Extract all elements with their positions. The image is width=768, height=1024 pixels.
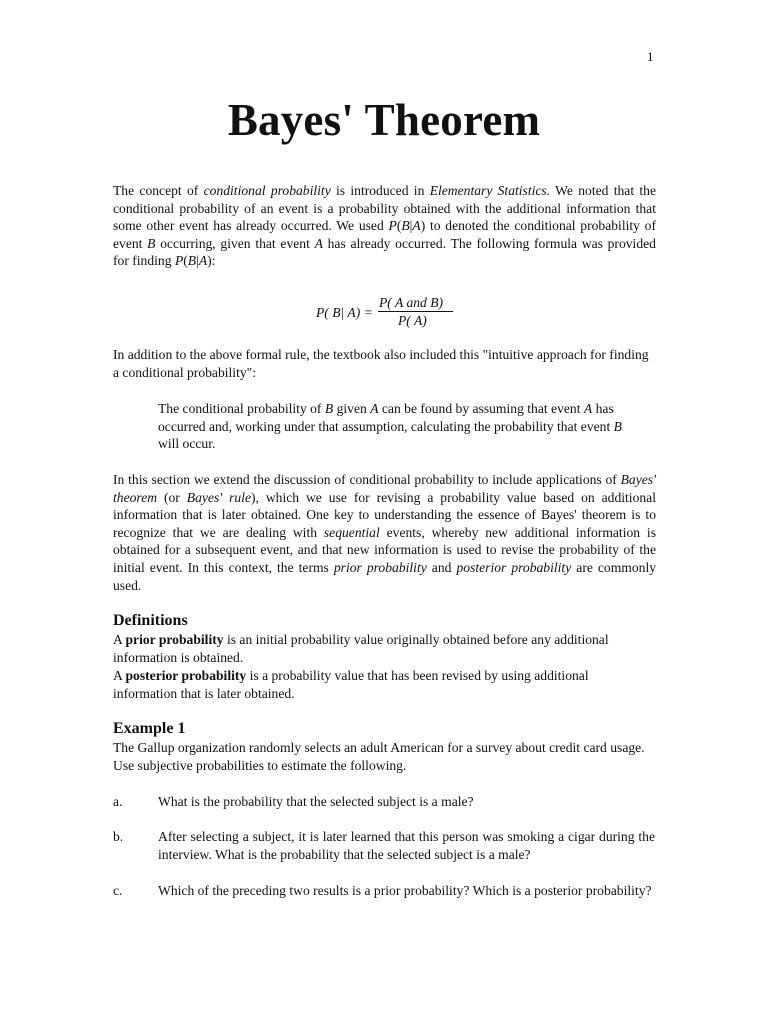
definition-posterior: A posterior probability is a probability value that has been revised by using additional information that is later obtained. <box>113 668 589 701</box>
item-text: Which of the preceding two results is a prior probability? Which is a posterior probability? <box>158 883 652 898</box>
section-paragraph: In this section we extend the discussion of conditional probability to include applications of Bayes' theorem (or Bayes' rule), which we use for revising a probability value based on additional information that is later obtained. One key to understanding the essence of Bayes' theorem is to recognize that we are dealing with sequential events, whereby new additional information is obtained for a subsequent event, and that new information is used to revise the probability of the initial event. In this context, the terms prior probability and posterior probability are commonly used. <box>113 472 657 593</box>
item-text: After selecting a subject, it is later learned that this person was smoking a cigar during the interview. What is the probability that the selected subject is a male? <box>158 829 655 862</box>
conditional-probability-formula <box>316 294 476 330</box>
formula-denominator: P( A) <box>398 313 427 328</box>
definition-prior: A prior probability is an initial probability value originally obtained before any additional information is obtained. <box>113 632 609 665</box>
example-intro: The Gallup organization randomly selects an adult American for a survey about credit card usage. Use subjective probabilities to estimate the following. <box>113 740 645 773</box>
intro-paragraph: The concept of conditional probability is introduced in Elementary Statistics. We noted that the conditional probability of an event is a probability obtained with the additional information that some other event has already occurred. We used P(B|A) to denoted the conditional probability of event B occurring, given that event A has already occurred. The following formula was provided for finding P(B|A): <box>113 183 657 269</box>
formula-numerator: P( A and B) <box>379 295 444 310</box>
page-number: 1 <box>647 49 654 64</box>
approach-intro: In addition to the above formal rule, the textbook also included this "intuitive approach for finding a conditional probability": <box>113 347 649 380</box>
term-conditional-probability: conditional probability <box>203 183 331 198</box>
item-letter: c. <box>113 883 123 898</box>
page-title: Bayes' Theorem <box>227 95 541 145</box>
item-letter: a. <box>113 794 123 809</box>
example-heading: Example 1 <box>113 720 186 737</box>
item-text: What is the probability that the selected subject is a male? <box>158 794 474 809</box>
definitions-heading: Definitions <box>113 612 188 629</box>
intuitive-approach-quote: The conditional probability of B given A can be found by assuming that event A has occurred and, working under that assumption, calculating the probability that event B will occur. <box>158 401 622 452</box>
formula-lhs: P( B| A) = <box>316 305 373 320</box>
book-title: Elementary Statistics. <box>429 183 551 198</box>
item-letter: b. <box>113 829 124 844</box>
